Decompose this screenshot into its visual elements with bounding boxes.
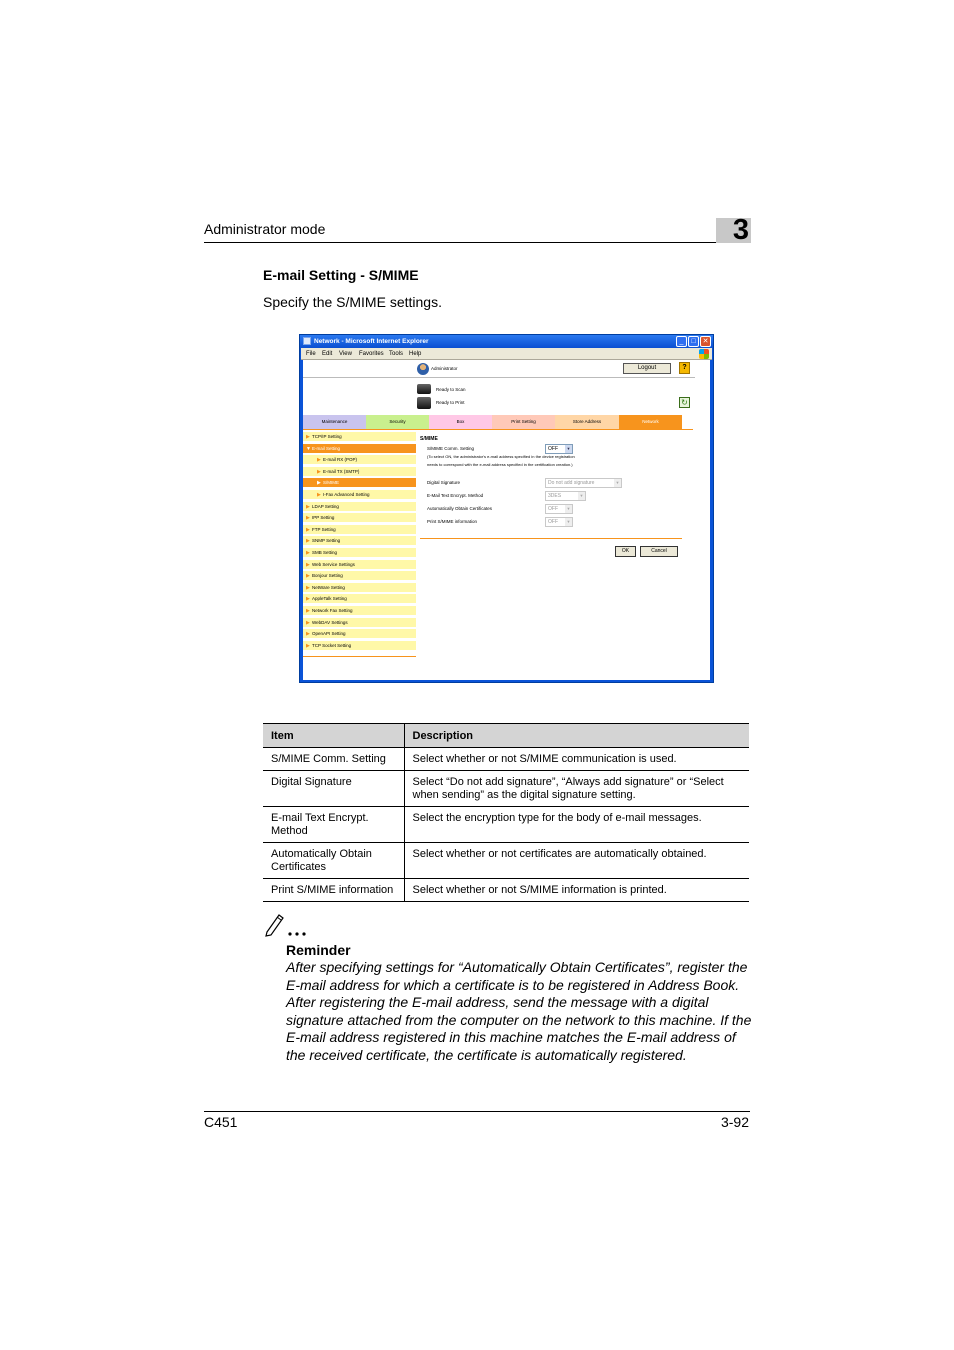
table-cell-description: Select “Do not add signature”, “Always add signature” or “Select when sending” as the digital signature setting.: [404, 771, 749, 807]
table-row: [263, 771, 749, 807]
pencil-note-icon: [264, 912, 312, 938]
col-description-header: Description: [404, 724, 749, 748]
caret-right-icon: ▶: [306, 526, 310, 533]
sidebar-item: [303, 525, 416, 535]
maximize-icon: □: [688, 336, 699, 347]
table-cell-description: Select whether or not S/MIME information is printed.: [404, 879, 749, 902]
nav-end-rule: [303, 656, 416, 657]
tab-rule: [303, 429, 693, 430]
footer-model: C451: [204, 1114, 238, 1130]
sidebar-item: [303, 618, 416, 628]
running-header: Administrator mode: [204, 221, 326, 237]
menu-favorites: Favorites: [359, 351, 384, 357]
menu-help: Help: [409, 351, 422, 357]
caret-right-icon: ▶: [306, 596, 310, 603]
status-scan: Ready to Scan: [436, 387, 466, 392]
sidebar-item: [303, 502, 416, 512]
sidebar-item-label: IPP Setting: [312, 515, 335, 521]
tab-box: Box: [429, 415, 492, 429]
comm-setting-select: OFF ▼: [545, 444, 573, 454]
reminder-title: Reminder: [286, 942, 351, 958]
header-divider: [303, 377, 695, 378]
settings-table: [263, 723, 749, 902]
print-info-label: Print S/MIME information: [427, 519, 478, 524]
refresh-icon: ↻: [679, 397, 690, 408]
windows-logo-icon: [699, 349, 709, 359]
caret-down-icon: ▼: [306, 445, 311, 452]
sidebar-item: [303, 594, 416, 604]
sidebar-item-label: SNMP Setting: [312, 538, 341, 544]
chevron-down-icon: ▼: [566, 506, 571, 511]
sidebar-item: [303, 478, 416, 488]
printer-icon: [417, 397, 431, 409]
caret-right-icon: ▶: [317, 457, 321, 464]
sidebar-item-label: E-mail Setting: [312, 445, 341, 451]
sidebar-item-label: NetWare Setting: [312, 584, 345, 590]
caret-right-icon: ▶: [306, 550, 310, 556]
comm-note-line-1: (To select ON, the administrator's e-mail address specified in the device registration: [427, 454, 575, 459]
sidebar-item-label: AppleTalk Setting: [312, 596, 347, 602]
window-titlebar: [300, 335, 713, 348]
signature-select: Do not add signature ▼: [545, 478, 622, 488]
auto-cert-label: Automatically Obtain Certificates: [427, 506, 493, 511]
close-icon: ✕: [700, 336, 711, 347]
menu-view: View: [339, 351, 352, 357]
sidebar-item-label: E-mail TX (SMTP): [323, 468, 360, 474]
caret-right-icon: ▶: [306, 608, 310, 614]
table-cell-item: Print S/MIME information: [263, 879, 404, 902]
ie-icon: [303, 337, 311, 345]
sidebar-item-label: LDAP Setting: [312, 503, 339, 509]
caret-right-icon: ▶: [306, 619, 310, 626]
print-info-select: OFF ▼: [545, 517, 573, 527]
sidebar-item-label: SMB Setting: [312, 550, 338, 555]
window-title: Network - Microsoft Internet Explorer: [314, 338, 429, 345]
caret-right-icon: ▶: [306, 503, 310, 510]
pane-rule: [420, 538, 682, 539]
menu-edit: Edit: [322, 351, 333, 357]
caret-right-icon: ▶: [306, 631, 310, 638]
reminder-text: After specifying settings for “Automatically Obtain Certificates”, register the E-mail address for which a certificate is to be registered in Address Book. After registering the E-mail address, send the message with a digital signature attached from the computer on the network to this machine. If the E-mail address registered in this machine matches the E-mail address of the received certificate, the certificate is automatically registered.: [286, 959, 752, 1063]
tab-maintenance: Maintenance: [303, 415, 366, 429]
table-cell-description: Select whether or not S/MIME communication is used.: [404, 748, 749, 771]
menu-tools: Tools: [389, 351, 404, 357]
sidebar-item: [303, 432, 416, 442]
tab-store-address: Store Address: [555, 415, 619, 429]
table-row: [263, 807, 749, 843]
minimize-icon: _: [676, 336, 687, 347]
caret-right-icon: ▶: [317, 480, 321, 487]
table-row: [263, 879, 749, 902]
cancel-button: Cancel: [640, 546, 678, 557]
table-cell-description: Select whether or not certificates are automatically obtained.: [404, 843, 749, 879]
caret-right-icon: ▶: [306, 584, 310, 591]
sidebar-item: [303, 629, 416, 639]
caret-right-icon: ▶: [306, 538, 310, 545]
table-header-row: [263, 724, 749, 748]
sidebar-item: [303, 548, 416, 558]
sidebar-item-label: FTP Setting: [312, 526, 336, 532]
caret-right-icon: ▶: [317, 468, 321, 475]
chevron-down-icon: ▼: [579, 493, 584, 498]
sidebar-item: [303, 606, 416, 616]
administrator-icon: [417, 363, 429, 375]
auto-cert-select: OFF ▼: [545, 504, 573, 514]
section-title: E-mail Setting - S/MIME: [263, 267, 419, 283]
table-cell-description: Select the encryption type for the body of e-mail messages.: [404, 807, 749, 843]
sidebar-item: [303, 444, 416, 454]
col-item-header: Item: [263, 724, 404, 748]
table-row: [263, 748, 749, 771]
table-cell-item: Automatically Obtain Certificates: [263, 843, 404, 879]
chevron-down-icon: ▼: [615, 480, 620, 485]
menu-file: File: [306, 351, 316, 357]
logout-button: Logout: [623, 363, 671, 374]
table-row: [263, 843, 749, 879]
sidebar-item-label: Network Fax Setting: [312, 608, 353, 613]
caret-right-icon: ▶: [306, 515, 310, 522]
section-intro: Specify the S/MIME settings.: [263, 294, 442, 310]
sidebar-item-label: E-mail RX (POP): [323, 457, 358, 463]
caret-right-icon: ▶: [306, 561, 310, 568]
sidebar-item-label: TCP Socket Setting: [312, 642, 352, 648]
caret-right-icon: ▶: [306, 434, 310, 440]
comm-note-line-2: needs to correspond with the e-mail address specified in the certification creation.): [427, 462, 573, 467]
scanner-icon: [417, 384, 431, 394]
sidebar-item: [303, 490, 416, 500]
caret-right-icon: ▶: [317, 492, 321, 498]
table-cell-item: Digital Signature: [263, 771, 404, 807]
table-cell-item: E-mail Text Encrypt. Method: [263, 807, 404, 843]
caret-right-icon: ▶: [306, 642, 310, 649]
signature-label: Digital Signature: [427, 480, 461, 485]
sidebar-item: [303, 641, 416, 651]
encrypt-method-label: E-Mail Text Encrypt. Method: [427, 493, 484, 498]
sidebar-item-label: OpenAPI Setting: [312, 631, 346, 637]
menu-bar: [301, 348, 712, 360]
sidebar-item: [303, 536, 416, 546]
sidebar-item: [303, 571, 416, 581]
tab-print-setting: Print Setting: [492, 415, 555, 429]
tab-security: Security: [366, 415, 429, 429]
sidebar-item: [303, 467, 416, 477]
sidebar-item-label: WebDAV Settings: [312, 619, 348, 625]
chapter-number: 3: [732, 214, 749, 246]
encrypt-method-select: 3DES ▼: [545, 491, 586, 501]
comm-setting-label: S/MIME Comm. Setting: [427, 446, 475, 451]
sidebar-item: [303, 560, 416, 570]
sidebar-item-label: Web Service Settings: [312, 561, 355, 567]
sidebar-item-label: TCP/IP Setting: [312, 434, 342, 439]
admin-label: Administrator: [431, 366, 458, 371]
sidebar-item-label: S/MIME: [323, 480, 340, 486]
sidebar-item-label: Bonjour Setting: [312, 573, 343, 579]
ok-button: OK: [615, 546, 636, 557]
page-content: [303, 360, 710, 680]
footer-rule: [204, 1111, 750, 1112]
sidebar-item: [303, 513, 416, 523]
sidebar-item: [303, 583, 416, 593]
sidebar-item: [303, 455, 416, 465]
chevron-down-icon: ▼: [566, 519, 571, 524]
footer-page-number: 3-92: [720, 1114, 749, 1130]
browser-screenshot: [299, 334, 714, 683]
status-print: Ready to Print: [436, 400, 465, 405]
help-icon: ?: [679, 362, 690, 374]
pane-title: S/MIME: [420, 436, 438, 442]
caret-right-icon: ▶: [306, 573, 310, 580]
header-rule: [204, 242, 716, 243]
chevron-down-icon: ▼: [566, 446, 571, 451]
tab-network: Network: [619, 415, 682, 429]
table-cell-item: S/MIME Comm. Setting: [263, 748, 404, 771]
sidebar-item-label: I-Fax Advanced Setting: [323, 492, 370, 497]
